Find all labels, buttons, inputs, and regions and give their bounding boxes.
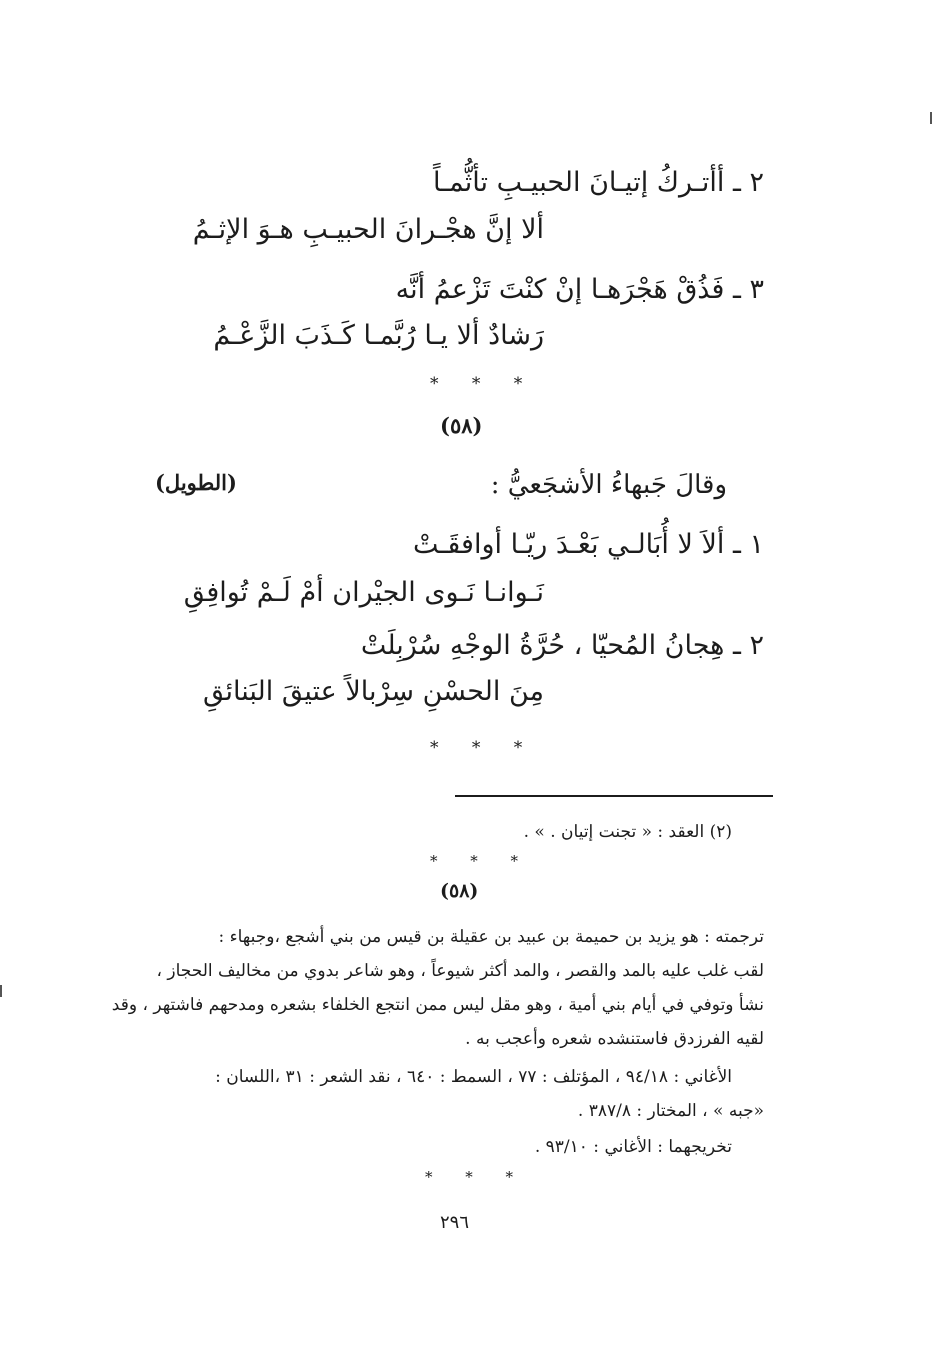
- section-separator: * * *: [430, 738, 537, 758]
- sources-line-1: الأغاني : ٩٤/١٨ ، المؤتلف : ٧٧ ، السمط : ٦٤٠ ، نقد الشعر : ٣١ ،اللسان :: [215, 1067, 732, 1087]
- page-number: ٢٩٦: [440, 1212, 470, 1233]
- verse-1-first-hemistich: ١ ـ ألاَ لا أُبَالـي بَعْـدَ ريّـا أوافقَـتْ: [412, 529, 764, 560]
- verse-1-second-hemistich: نَـوانـا نَـوى الجيْران أمْ لَـمْ تُوافِقِ: [183, 577, 544, 608]
- footnote-separator: * * *: [430, 852, 533, 870]
- takhrij-line: تخريجهما : الأغاني : ٩٣/١٠ .: [534, 1137, 732, 1157]
- verse-3-second-hemistich: رَشادٌ ألا يـا رُبَّمـا كَـذَبَ الزَّعْـمُ: [213, 320, 544, 351]
- verse-2-second-hemistich: ألا إنَّ هجْـرانَ الحبيـبِ هـوَ الإثـمُ: [192, 214, 544, 245]
- bio-line-2: لقب غلب عليه بالمد والقصر ، والمد أكثر شيوعاً ، وهو شاعر بدوي من مخاليف الحجاز ،: [156, 961, 764, 981]
- verse-2-second-hemistich: مِنَ الحسْنِ سِرْبالاً عتيقَ البَنائقِ: [202, 676, 544, 707]
- sources-line-2: «جبه » ، المختار : ٣٨٧/٨ .: [577, 1101, 764, 1121]
- bio-line-1: ترجمته : هو يزيد بن حميمة بن عبيد بن عقيلة بن قيس من بني أشجع ،وجبهاء :: [218, 927, 764, 947]
- poem-number: (٥٨): [440, 413, 483, 438]
- footnote-divider: [455, 795, 773, 797]
- hemistich-text: ألاَ لا أُبَالـي بَعْـدَ ريّـا أوافقَـتْ: [412, 529, 725, 560]
- section-separator: * * *: [430, 374, 537, 394]
- verse-number: ١: [749, 529, 764, 560]
- verse-2-first-hemistich: ٢ ـ هِجانُ المُحيّا ، حُرَّةُ الوجْهِ سُرْبِلَتْ: [360, 630, 764, 661]
- bio-line-3: نشأ وتوفي في أيام بني أمية ، وهو مقل ليس ممن انتجع الخلفاء بشعره ومدحهم فاشتهر ، وقد: [111, 995, 764, 1015]
- footnote-end-separator: * * *: [425, 1168, 528, 1186]
- verse-number: ٢: [749, 630, 764, 661]
- verse-3-first-hemistich: ٣ ـ فَذُقْ هَجْرَهـا إنْ كنْتَ تَزْعمُ أنَّه: [395, 274, 764, 305]
- bio-line-4: لقيه الفرزدق فاستنشده شعره وأعجب به .: [465, 1029, 764, 1049]
- meter-label: (الطويل): [155, 470, 237, 495]
- verse-number: ٢: [749, 167, 764, 198]
- footnote-2: (٢) العقد : « تجنت إتيان . » .: [523, 822, 732, 842]
- hemistich-text: أأتـركُ إتيـانَ الحبيـبِ تأثُّمـاً: [433, 167, 725, 198]
- hemistich-text: فَذُقْ هَجْرَهـا إنْ كنْتَ تَزْعمُ أنَّه: [395, 274, 725, 305]
- scan-edge-mark: [0, 985, 2, 997]
- poet-intro: وقالَ جَبهاءُ الأشجَعيُّ :: [490, 470, 727, 500]
- verse-2-first-hemistich: ٢ ـ أأتـركُ إتيـانَ الحبيـبِ تأثُّمـاً: [433, 167, 764, 198]
- verse-number: ٣: [749, 274, 764, 305]
- hemistich-text: هِجانُ المُحيّا ، حُرَّةُ الوجْهِ سُرْبِلَتْ: [360, 630, 725, 661]
- footnote-poem-number: (٥٨): [440, 880, 479, 902]
